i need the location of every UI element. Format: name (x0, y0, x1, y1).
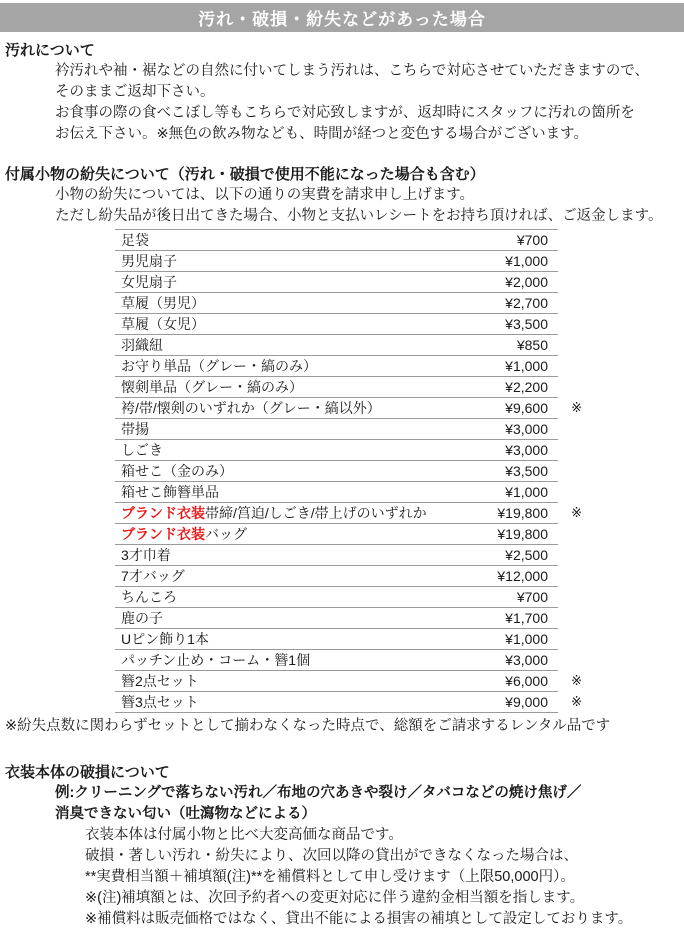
table-row (115, 377, 558, 398)
price-cell: ¥9,000 (505, 694, 548, 710)
table-row (115, 314, 558, 335)
text-line: お食事の際の食べこぼし等もこちらで対応致しますが、返却時にスタッフに汚れの箇所を (55, 105, 635, 121)
damage-section-body (85, 825, 684, 930)
price-cell: ¥3,500 (505, 463, 548, 479)
price-cell: ¥19,800 (497, 505, 548, 521)
table-row (115, 566, 558, 587)
text-line: **実費相当額＋補填額(注)**を補償料として申し受けます（上限50,000円）。 (85, 869, 575, 885)
price-cell: ¥2,500 (505, 547, 548, 563)
price-cell: ¥850 (516, 337, 548, 353)
price-cell: ¥19,800 (497, 526, 548, 542)
section-heading-damage: 衣装本体の破損について (5, 764, 170, 781)
price-cell: ¥3,000 (505, 421, 548, 437)
table-row (115, 692, 582, 713)
text-line: 例:クリーニングで落ちない汚れ／布地の穴あきや裂け／タバコなどの焼け焦げ／ (55, 785, 582, 801)
item-cell: 女児扇子 (121, 274, 177, 290)
page-title: 汚れ・破損・紛失などがあった場合 (198, 10, 486, 29)
table-row (115, 503, 582, 524)
table-row (115, 482, 558, 503)
note-asterisk: ※ (571, 505, 582, 520)
item-cell: 帯揚 (121, 421, 149, 437)
text-line: 衿汚れや袖・裾などの自然に付いてしまう汚れは、こちらで対応させていただきますので、 (55, 63, 650, 79)
item-cell: 鹿の子 (121, 610, 163, 626)
brand-label: ブランド衣装 (121, 505, 205, 521)
item-cell: ちんころ (121, 589, 177, 605)
table-row (115, 629, 558, 650)
price-cell: ¥1,700 (505, 610, 548, 626)
page-title-bar (0, 3, 684, 32)
text-line: 衣装本体は付属小物と比べ大変高価な商品です。 (85, 827, 403, 843)
price-cell: ¥2,700 (505, 295, 548, 311)
price-cell: ¥3,500 (505, 316, 548, 332)
item-cell: 簪2点セット (121, 673, 199, 689)
table-row (115, 230, 558, 251)
item-cell: Uピン飾り1本 (121, 631, 209, 647)
item-cell: 懐剣単品（グレー・縞のみ） (121, 379, 303, 395)
table-row (115, 356, 558, 377)
text-line: 小物の紛失については、以下の通りの実費を請求申し上げます。 (55, 187, 475, 203)
item-cell: 草履（男児） (121, 295, 205, 311)
brand-label: ブランド衣装 (121, 526, 205, 542)
section-heading-stain: 汚れについて (5, 42, 95, 59)
section-heading-loss: 付属小物の紛失について（汚れ・破損で使用不能になった場合も含む） (5, 166, 485, 183)
note-asterisk: ※ (571, 694, 582, 709)
price-cell: ¥1,000 (505, 484, 548, 500)
item-cell: 羽織紐 (121, 337, 163, 353)
price-table (115, 229, 582, 713)
text-line: ※(注)補填額とは、次回予約者への変更対応に伴う違約金相当額を指します。 (85, 890, 585, 906)
table-row (115, 671, 582, 692)
text-line: ただし紛失品が後日出てきた場合、小物と支払いレシートをお持ち頂ければ、ご返金します。 (55, 208, 663, 224)
stain-section-body (55, 61, 684, 145)
table-row (115, 587, 558, 608)
table-row (115, 398, 582, 419)
price-cell: ¥9,600 (505, 400, 548, 416)
price-cell: ¥3,000 (505, 442, 548, 458)
text-line: そのままご返却下さい。 (55, 84, 215, 100)
text-line: 破損・著しい汚れ・紛失により、次回以降の貸出ができなくなった場合は、 (85, 848, 578, 864)
price-cell: ¥2,000 (505, 274, 548, 290)
price-cell: ¥1,000 (505, 631, 548, 647)
item-cell: 男児扇子 (121, 253, 177, 269)
note-asterisk: ※ (571, 673, 582, 688)
table-row (115, 608, 558, 629)
price-cell: ¥1,000 (505, 358, 548, 374)
table-row (115, 524, 558, 545)
price-cell: ¥700 (516, 589, 548, 605)
price-cell: ¥3,000 (505, 652, 548, 668)
table-row (115, 293, 558, 314)
price-cell: ¥6,000 (505, 673, 548, 689)
loss-section-body (55, 185, 684, 227)
table-row (115, 419, 558, 440)
table-row (115, 545, 558, 566)
item-cell: パッチン止め・コーム・簪1個 (121, 652, 311, 668)
price-cell: ¥700 (516, 232, 548, 248)
table-row (115, 461, 558, 482)
item-cell: ブランド衣装帯締/筥迫/しごき/帯上げのいずれか (121, 505, 427, 521)
table-row (115, 650, 558, 671)
item-cell: 草履（女児） (121, 316, 205, 332)
item-cell: 袴/帯/懐剣のいずれか（グレー・縞以外） (121, 400, 381, 416)
note-asterisk: ※ (571, 400, 582, 415)
table-footnote: ※紛失点数に関わらずセットとして揃わなくなった時点で、総額をご請求するレンタル品です (5, 718, 611, 734)
item-cell: ブランド衣装バッグ (121, 526, 247, 542)
damage-example-lines (55, 783, 684, 825)
table-row (115, 251, 558, 272)
item-cell: お守り単品（グレー・縞のみ） (121, 358, 317, 374)
item-cell: 簪3点セット (121, 694, 199, 710)
item-cell: 足袋 (121, 232, 149, 248)
table-row (115, 440, 558, 461)
text-line: ※補償料は販売価格ではなく、貸出不能による損害の補填として設定しております。 (85, 911, 633, 927)
item-cell: 7才バッグ (121, 568, 185, 584)
item-cell: しごき (121, 442, 163, 458)
text-line: お伝え下さい。※無色の飲み物なども、時間が経つと変色する場合がございます。 (55, 126, 588, 142)
item-cell: 箱せこ（金のみ） (121, 463, 233, 479)
table-row (115, 272, 558, 293)
price-cell: ¥2,200 (505, 379, 548, 395)
item-cell: 箱せこ飾簪単品 (121, 484, 219, 500)
item-cell: 3才巾着 (121, 547, 171, 563)
price-cell: ¥1,000 (505, 253, 548, 269)
table-row (115, 335, 558, 356)
price-cell: ¥12,000 (497, 568, 548, 584)
text-line: 消臭できない匂い（吐瀉物などによる） (55, 806, 316, 822)
